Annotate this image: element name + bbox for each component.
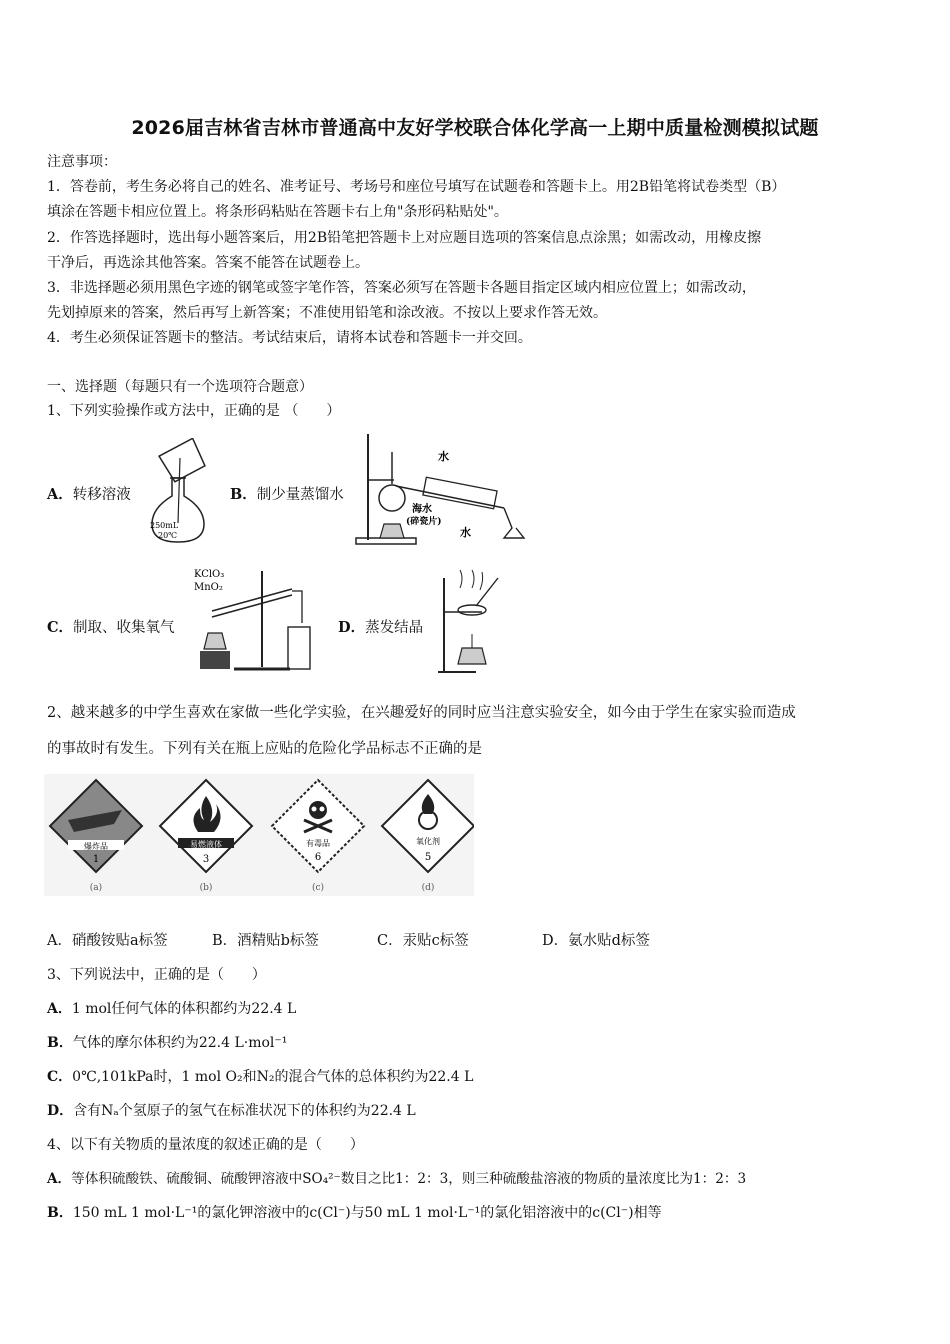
notice-line: 填涂在答题卡相应位置上。将条形码粘贴在答题卡右上角"条形码粘贴处"。 [47,204,508,220]
q4-option-b-text: 150 mL 1 mol·L⁻¹的氯化钾溶液中的c(Cl⁻)与50 mL 1 mol·L⁻¹的氯化铝溶液中的c(Cl⁻)相等 [72,1205,662,1221]
q2-option-b: B．酒精贴b标签 [212,933,319,949]
q3-stem: 3、下列说法中，正确的是（ ） [47,967,266,983]
q3-option-c-text: 0℃,101kPa时，1 mol O₂和N₂的混合气体的总体积约为22.4 L [72,1069,474,1085]
hazard-sign-caption: (a) [89,883,103,893]
notice-line: 3．非选择题必须用黑色字迹的钢笔或签字笔作答，答案必须写在答题卡各题目指定区域内相应位置上；如需改动， [47,280,756,296]
q3-option-a [47,1000,907,1018]
q3-option-b [47,1034,907,1052]
oxygen-prep-figure [190,563,320,675]
hazard-sign-name: 有毒品 [306,839,330,848]
q2-option-d: D．氨水贴d标签 [542,933,650,949]
q4-option-a-text: 等体积硫酸铁、硫酸铜、硫酸钾溶液中SO₄²⁻数目之比1：2：3，则三种硫酸盐溶液的物质的量浓度比为1：2：3 [71,1171,747,1187]
flask-volume-label: 250mL [150,521,179,530]
q3-option-b-text: 气体的摩尔体积约为22.4 L·mol⁻¹ [72,1035,288,1051]
q4-option-a-letter: A． [47,1171,72,1187]
q1-option-d [338,619,423,637]
q1-option-c-text: 制取、收集氧气 [73,620,175,636]
hazard-sign-num: 6 [314,852,322,863]
q2-option-c: C．汞贴c标签 [377,933,469,949]
q1-option-d-text: 蒸发结晶 [365,620,424,636]
q1-option-c-letter: C． [47,619,74,636]
q4-option-b [47,1204,907,1222]
kclo3-label: KClO₃ [194,569,225,580]
q4-stem: 4、以下有关物质的量浓度的叙述正确的是（ ） [47,1137,364,1153]
notice-heading: 注意事项： [47,154,117,170]
q3-option-d-text: 含有Nₐ个氢原子的氢气在标准状况下的体积约为22.4 L [73,1103,416,1119]
hazard-sign-num: 3 [202,854,210,865]
q2-stem-line-1: 2、越来越多的中学生喜欢在家做一些化学实验，在兴趣爱好的同时应当注意实验安全，如今由于学生在家实验而造成 [47,705,796,721]
q1-option-c [47,619,175,637]
q3-option-d [47,1102,907,1120]
section-heading: 一、选择题（每题只有一个选项符合题意） [47,379,313,395]
hazard-sign-caption: (b) [199,883,213,893]
q1-option-a-letter: A． [47,486,73,503]
page-title: 2026届吉林省吉林市普通高中友好学校联合体化学高一上期中质量检测模拟试题 [131,117,819,139]
q1-option-b-text: 制少量蒸馏水 [256,487,344,503]
q1-option-a-text: 转移溶液 [72,487,131,503]
notice-line: 1．答卷前，考生务必将自己的姓名、准考证号、考场号和座位号填写在试题卷和答题卡上。用2B铅笔将试卷类型（B） [47,179,786,195]
water-label: 水 [438,450,449,463]
q4-option-b-letter: B． [47,1205,73,1221]
hazard-sign-caption: (c) [311,883,325,893]
chips-label: (碎瓷片) [406,517,442,527]
q3-option-d-letter: D． [47,1103,74,1119]
hazard-sign-name: 氧化剂 [416,837,440,846]
hazard-signs-figure [44,774,474,896]
mno2-label: MnO₂ [194,582,223,593]
hazard-sign-num: 1 [92,854,100,865]
q3-option-c [47,1068,907,1086]
q3-option-c-letter: C． [47,1069,73,1085]
q1-option-d-letter: D． [338,619,366,636]
hazard-sign-caption: (d) [421,883,435,893]
distillation-figure [354,432,526,550]
notice-line: 2．作答选择题时，选出每小题答案后，用2B铅笔把答题卡上对应题目选项的答案信息点涂黑；如需改动，用橡皮擦 [47,230,762,246]
notice-line: 先划掉原来的答案，然后再写上新答案；不准使用铅笔和涂改液。不按以上要求作答无效。 [47,305,607,321]
q1-option-b-letter: B． [230,486,257,503]
q1-option-b [230,486,344,504]
flask-temp-label: 20℃ [158,531,178,540]
q3-option-b-letter: B． [47,1035,73,1051]
q3-option-a-letter: A． [47,1001,72,1017]
water-label-2: 水 [460,526,471,539]
hazard-sign-num: 5 [424,852,432,863]
q1-option-a [47,486,131,504]
q2-option-a: A．硝酸铵贴a标签 [47,933,168,949]
seawater-label: 海水 [412,504,432,515]
hazard-sign-name: 易燃液体 [190,840,222,849]
evaporation-figure [436,568,502,676]
transfer-solution-figure [142,438,222,548]
hazard-sign-name: 爆炸品 [84,842,108,851]
notice-line: 干净后，再选涂其他答案。答案不能答在试题卷上。 [47,255,369,271]
q1-stem: 1、下列实验操作或方法中，正确的是 （ ） [47,403,341,419]
q4-option-a [47,1170,907,1188]
q2-stem-line-2: 的事故时有发生。下列有关在瓶上应贴的危险化学品标志不正确的是 [47,741,482,757]
q3-option-a-text: 1 mol任何气体的体积都约为22.4 L [71,1001,297,1017]
notice-line: 4．考生必须保证答题卡的整洁。考试结束后，请将本试卷和答题卡一并交回。 [47,330,532,346]
